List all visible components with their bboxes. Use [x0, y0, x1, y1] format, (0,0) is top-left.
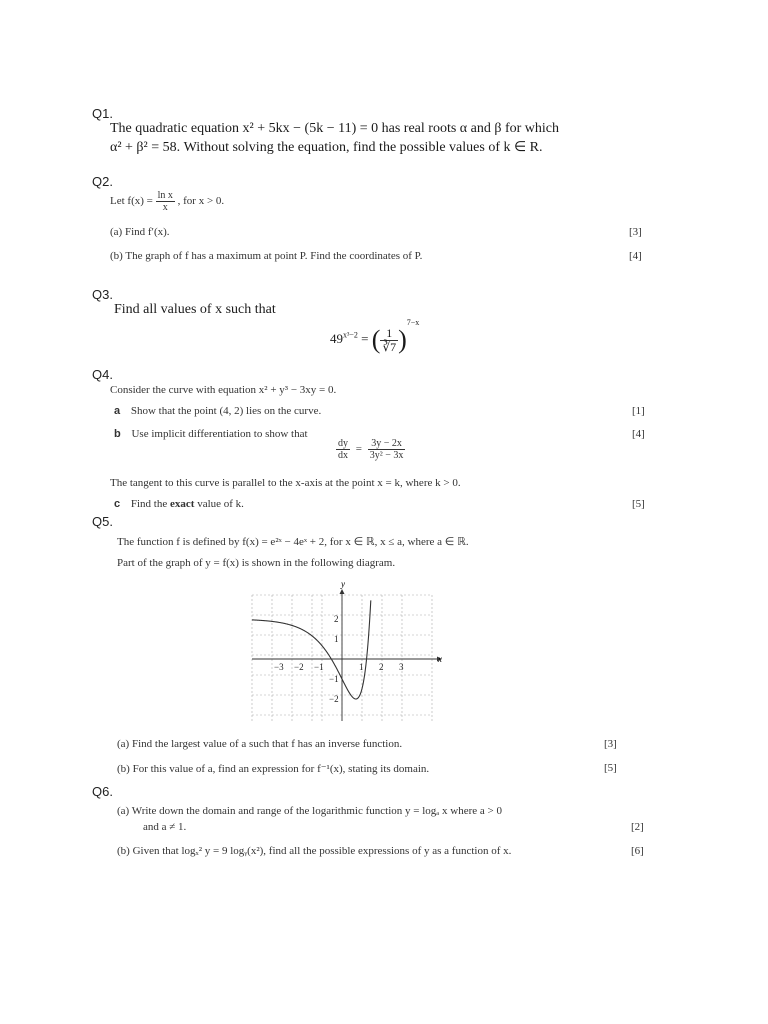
q3-eq-frac-den: ∛7	[382, 339, 397, 354]
q4-a-marks: [1]	[632, 405, 645, 417]
x-tick-labels	[274, 662, 404, 672]
q4-dy: dy	[338, 438, 348, 449]
q4-label: Q4.	[92, 367, 113, 382]
q3-eq-lhs-exp: x³−2	[343, 330, 358, 340]
q5-part-a-marks: [3]	[604, 738, 617, 750]
q4-part-b	[114, 428, 308, 440]
q2-label: Q2.	[92, 174, 113, 189]
q3-eq-fraction	[380, 327, 398, 354]
q2-def-suffix: , for x > 0.	[177, 195, 225, 208]
q4-b-letter: b	[114, 428, 121, 440]
q5-graph	[245, 576, 445, 726]
q4-rhs-den: 3y² − 3x	[369, 450, 404, 461]
q3-eq-equals: =	[357, 331, 372, 346]
q3-eq-frac-num: 1	[380, 327, 398, 341]
q5-part-b: (b) For this value of a, find an expression for f⁻¹(x), stating its domain.	[117, 763, 430, 775]
q4-c-text-b: value of k.	[197, 498, 244, 510]
q6-part-b-marks: [6]	[631, 845, 644, 857]
x-tick-label: 3	[399, 662, 404, 672]
q4-dx: dx	[338, 450, 348, 461]
q2-part-b: (b) The graph of f has a maximum at point P. Find the coordinates of P.	[110, 250, 423, 262]
q5-label: Q5.	[92, 514, 113, 529]
q4-c-text-a: Find the	[130, 498, 168, 510]
x-tick-label: −2	[294, 662, 304, 672]
q4-c-text-bold: exact	[170, 498, 195, 510]
q2-frac-den: x	[162, 202, 168, 213]
y-tick-label: −1	[329, 674, 339, 684]
q5-diagram-intro: Part of the graph of y = f(x) is shown in the following diagram.	[117, 557, 396, 569]
x-tick-label: −1	[314, 662, 324, 672]
y-tick-label: 2	[334, 614, 339, 624]
q4-part-c	[114, 498, 244, 510]
q2-frac-num: ln x	[157, 190, 173, 201]
x-tick-label: −3	[274, 662, 284, 672]
q4-dydx	[336, 438, 350, 461]
x-axis-label: x	[438, 654, 442, 664]
q4-c-marks: [5]	[632, 498, 645, 510]
q2-part-a-marks: [3]	[629, 226, 642, 238]
q3-text: Find all values of x such that	[114, 302, 276, 317]
q6-part-b: (b) Given that logₓ² y = 9 logᵧ(x²), find all the possible expressions of y as a function of x.	[117, 845, 512, 857]
q3-eq-lhs: 49	[330, 331, 343, 346]
q6-label: Q6.	[92, 784, 113, 799]
q4-tangent-text: The tangent to this curve is parallel to the x-axis at the point x = k, where k > 0.	[110, 477, 461, 489]
q6-part-a-line2: and a ≠ 1.	[143, 821, 187, 833]
q4-a-letter: a	[114, 405, 121, 417]
x-tick-label: 2	[379, 662, 384, 672]
y-tick-label: −2	[329, 694, 339, 704]
y-tick-label: 1	[334, 634, 339, 644]
q1-label: Q1.	[92, 106, 113, 121]
q2-part-a: (a) Find f′(x).	[110, 226, 170, 238]
q6-part-a-marks: [2]	[631, 821, 644, 833]
x-tick-label: 1	[359, 662, 364, 672]
q4-intro: Consider the curve with equation x² + y³ − 3xy = 0.	[110, 384, 337, 396]
q1-text-line2: α² + β² = 58. Without solving the equation, find the possible values of k ∈ R.	[110, 140, 543, 155]
q3-label: Q3.	[92, 287, 113, 302]
q5-part-b-marks: [5]	[604, 762, 617, 774]
q4-b-text: Use implicit differentiation to show that	[131, 428, 308, 440]
q2-definition	[110, 190, 224, 213]
q3-equation: $49^{x^3-2}$ = ( $\frac{1}{∛7}$ )$^{7-x}$	[330, 318, 420, 355]
q4-b-marks: [4]	[632, 428, 645, 440]
q2-part-b-marks: [4]	[629, 250, 642, 262]
y-axis-label: y	[341, 579, 345, 589]
q4-derivative-equation: $\frac{dy}{dx}$ = $\frac{3y - 2x}{\text{3y² − 3x}}$	[338, 438, 404, 461]
q4-part-a	[114, 405, 321, 417]
q5-part-a: (a) Find the largest value of a such that f has an inverse function.	[117, 738, 403, 750]
y-axis-arrow-icon	[340, 589, 345, 594]
q4-c-letter: c	[114, 498, 121, 510]
q4-rhs-num: 3y − 2x	[368, 438, 406, 450]
q6-part-a-line1: (a) Write down the domain and range of the logarithmic function y = logₐ x where a > 0	[117, 805, 502, 817]
q4-a-text: Show that the point (4, 2) lies on the curve.	[130, 405, 322, 417]
q1-text-line1: The quadratic equation x² + 5kx − (5k − 11) = 0 has real roots α and β for which	[110, 121, 559, 136]
q2-fraction	[156, 190, 175, 213]
q4-rhs	[368, 438, 406, 461]
q5-definition: The function f is defined by f(x) = e²ˣ − 4eˣ + 2, for x ∈ ℝ, x ≤ a, where a ∈ ℝ.	[117, 536, 469, 548]
q2-def-prefix: Let f(x) =	[110, 195, 153, 208]
q3-eq-rhs-exp: 7−x	[406, 318, 420, 327]
